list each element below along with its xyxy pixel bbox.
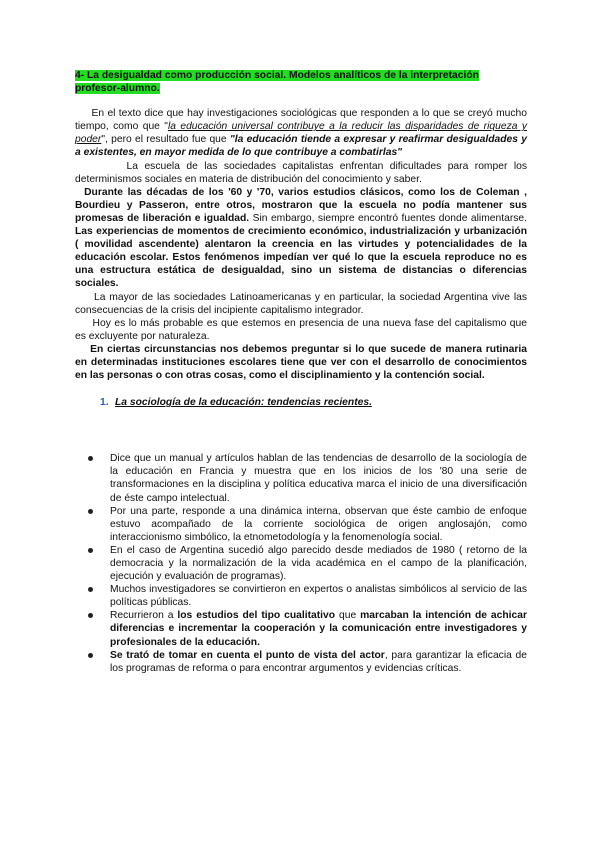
- bullet-1-text: Dice que un manual y artículos hablan de las tendencias de desarrollo de la sociología de la educación en Francia y muestra que en los inicios de los '80 una serie de transformaciones en la disciplina y política educativa marca el inicio de una diversificación de éste campo intelectual.: [110, 453, 527, 504]
- p1-quote-2: "la educación tiende a expresar y reafirmar desigualdades y a existentes, en mayor medida de lo que contribuye a combatirlas": [75, 134, 527, 159]
- p4-text: La mayor de las sociedades Latinoamericanas y en particular, la sociedad Argentina vive las consecuencias de la crisis del incipiente capitalismo integrador.: [75, 291, 527, 316]
- bullet-3-text: En el caso de Argentina sucedió algo parecido desde mediados de 1980 ( retorno de la democracia y la normalización de la vida académica en el campo de la planificación, ejecución y evaluación de programas).: [110, 544, 527, 583]
- subsection-heading: [75, 396, 527, 409]
- document-page: [75, 69, 527, 675]
- paragraph-3: [75, 186, 527, 291]
- bullet-5-text-a: Recurrieron a: [110, 610, 178, 622]
- p3-normal: Sin embargo, siempre encontró fuentes donde alimentarse.: [249, 212, 527, 224]
- bullet-6-bold: Se trató de tomar en cuenta el punto de vista del actor: [110, 649, 385, 661]
- bullet-5-bold-1: los estudios del tipo cualitativo: [177, 610, 336, 622]
- p1-quote-1: la educación universal contribuye a la reducir las disparidades de riqueza y poder: [75, 121, 527, 146]
- paragraph-2: [75, 160, 527, 186]
- subsection-number: 1.: [100, 397, 109, 409]
- paragraph-4: [75, 291, 527, 317]
- p6-text: En ciertas circunstancias nos debemos preguntar si lo que sucede de manera rutinaria en determinadas instituciones escolares tiene que ver con el desarrollo de conocimientos en las personas o con otras cosas, como el disciplinamiento y la contención social.: [75, 343, 528, 382]
- list-item: [110, 583, 527, 609]
- list-item: [110, 609, 527, 648]
- paragraph-5: [75, 317, 527, 343]
- bullet-4-text: Muchos investigadores se convirtieron en expertos o analistas simbólicos al servicio de las políticas públicas.: [110, 584, 527, 609]
- list-item: [110, 452, 527, 504]
- bullet-6-text: , para garantizar la eficacia de los programas de reforma o para encontrar argumentos y evidencias críticas.: [110, 649, 527, 674]
- paragraph-6: [75, 343, 527, 382]
- p1-text-b: ", pero el resultado fue que: [101, 134, 230, 146]
- heading-line-2: profesor-alumno.: [75, 83, 160, 95]
- heading-line-1: 4- La desigualdad como producción social. Modelos analíticos de la interpretación: [75, 70, 479, 81]
- list-item: [110, 544, 527, 583]
- bullet-5-bold-2: marcaban la intención de achicar diferencias e incrementar la cooperación y la comunicación entre investigadores y profesionales de la educación.: [110, 610, 527, 648]
- paragraph-1: [75, 107, 527, 159]
- p5-text: Hoy es lo más probable es que estemos en presencia de una nueva fase del capitalismo que es excluyente por naturaleza.: [75, 317, 527, 342]
- section-heading: [75, 69, 527, 95]
- p3-bold-2: Las experiencias de momentos de crecimiento económico, industrialización y urbanización ( movilidad ascendente) alentaron la creencia en las virtudes y potencialidades de la educación escolar. Estos fenómenos impedían ver qué lo que la escuela reproduce no es una estructura estática de desigualdad, sino un sistema de distancias o diferencias sociales.: [75, 226, 527, 290]
- bullet-list: [75, 452, 527, 675]
- subsection-title: La sociología de la educación: tendencias recientes.: [115, 397, 372, 409]
- bullet-5-text-b: que: [335, 610, 361, 622]
- list-item: [110, 505, 527, 544]
- list-item: [110, 649, 527, 675]
- p3-bold-1: Durante las décadas de los '60 y '70, varios estudios clásicos, como los de Coleman , Bourdieu y Passeron, entre otros, mostraron que la escuela no podía mantener sus promesas de liberación e igualdad.: [75, 186, 527, 224]
- bullet-2-text: Por una parte, responde a una dinámica interna, observan que éste cambio de enfoque estuvo acompañado de la corriente sociológica de origen anglosajón, como interaccionismo simbólico, la etnometodología y la fenomenología social.: [110, 505, 527, 543]
- p1-text-a: En el texto dice que hay investigaciones sociológicas que responden a lo que se creyó mucho tiempo, como que ": [75, 108, 527, 133]
- p2-text: La escuela de las sociedades capitalistas enfrentan dificultades para romper los determinismos sociales en materia de distribución del conocimiento y saber.: [75, 160, 527, 185]
